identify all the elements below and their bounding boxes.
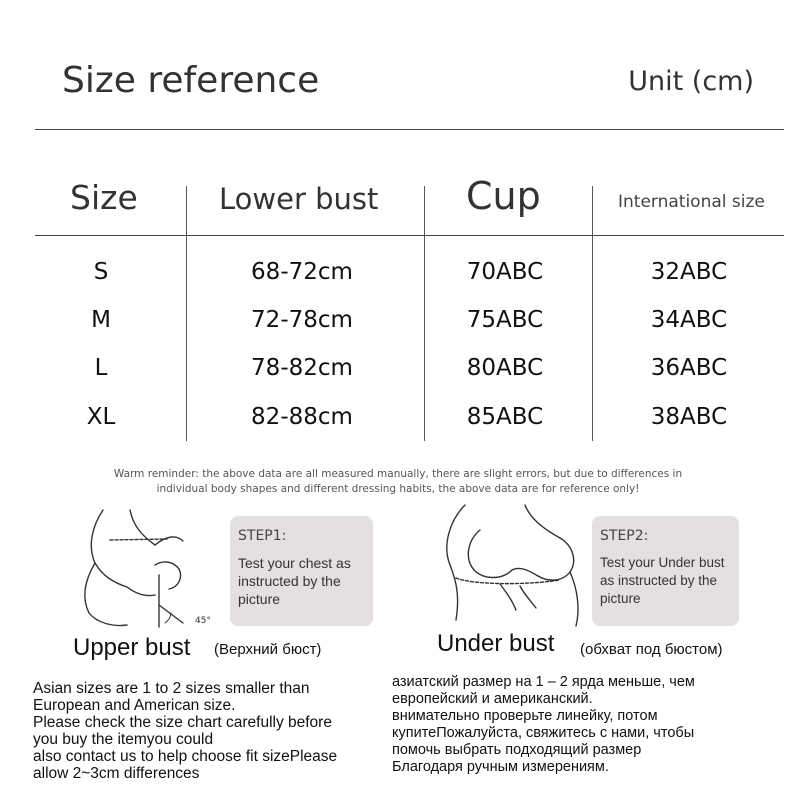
unit-label: Unit (cm) (628, 66, 754, 97)
step2-label: STEP2: (600, 528, 649, 544)
cell-international-size: 34ABC (650, 307, 728, 333)
header-lower-bust: Lower bust (219, 182, 379, 216)
step2-text: Test your Under bust as instructed by the picture (600, 555, 725, 606)
under-bust-caption-ru: (обхват под бюстом) (580, 641, 723, 658)
header-cup: Cup (466, 174, 541, 218)
cell-lower-bust: 82-88cm (251, 404, 353, 430)
under-bust-caption: Under bust (437, 630, 555, 657)
top-divider (35, 129, 784, 130)
column-divider (186, 186, 187, 441)
cell-lower-bust: 78-82cm (251, 355, 353, 381)
under-bust-figure-illustration (420, 500, 592, 628)
cell-international-size: 36ABC (650, 355, 728, 381)
upper-bust-caption-ru: (Верхний бюст) (214, 641, 322, 658)
step1-text: Test your chest as instructed by the picture (238, 555, 351, 607)
cell-cup: 80ABC (466, 355, 544, 381)
cell-cup: 85ABC (466, 404, 544, 430)
warm-reminder (78, 467, 718, 497)
cell-size: S (93, 259, 109, 285)
upper-bust-figure-illustration (55, 505, 230, 630)
header-size: Size (70, 178, 138, 217)
upper-bust-caption: Upper bust (73, 634, 191, 661)
size-note-russian: азиатский размер на 1 – 2 ярда меньше, чем европейский и американский. внимательно проверьте линейку, потом купитеПожалуйста, свяжитесь с нами, чтобы помочь выбрать подходящий размер Благодаря ручным измерениям. (392, 674, 695, 775)
step2-card (592, 516, 739, 626)
reminder-line: individual body shapes and different dressing habits, the above data are for reference only! (156, 483, 640, 495)
cell-cup: 75ABC (466, 307, 544, 333)
cell-size: M (91, 307, 111, 333)
reminder-line: Warm reminder: the above data are all measured manually, there are slight errors, but due to differences in (113, 468, 683, 480)
angle-label: 45° (195, 616, 211, 626)
step1-label: STEP1: (238, 528, 287, 544)
cell-lower-bust: 68-72cm (251, 259, 353, 285)
size-note-english: Asian sizes are 1 to 2 sizes smaller than European and American size. Please check the size chart carefully before you buy the itemyou could also contact us to help choose fit sizePlease allow 2~3cm differences (33, 680, 338, 782)
cell-international-size: 38ABC (650, 404, 728, 430)
page-title: Size reference (62, 60, 320, 101)
cell-cup: 70ABC (466, 259, 544, 285)
cell-size: XL (86, 404, 116, 430)
column-divider (424, 186, 425, 441)
header-divider (35, 235, 784, 236)
cell-size: L (94, 355, 108, 381)
cell-international-size: 32ABC (650, 259, 728, 285)
column-divider (592, 186, 593, 441)
header-international-size: International size (618, 192, 765, 212)
cell-lower-bust: 72-78cm (251, 307, 353, 333)
step1-card (230, 516, 373, 626)
